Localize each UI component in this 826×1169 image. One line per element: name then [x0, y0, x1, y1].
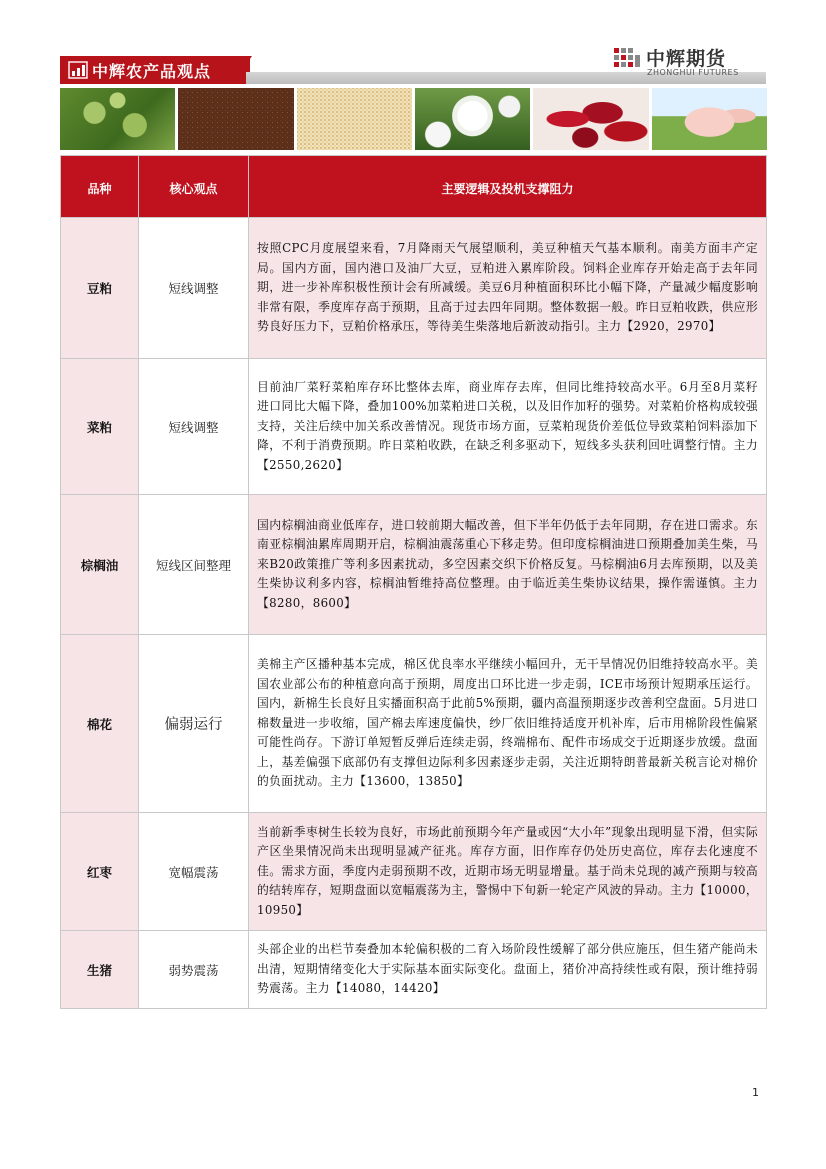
logic-cell: 当前新季枣树生长较为良好，市场此前预期今年产量或因“大小年”现象出现明显下滑，但实际产区坐果情况尚未出现明显减产征兆。库存方面，旧作库存仍处历史高位，库存去化速度不佳。需求方面，季度内走弱预期不改，近期市场无明显增量。基于尚未兑现的减产预期与较高的结转库存，短期盘面以宽幅震荡为主，警惕中下旬新一轮定产风波的异动。主力【10000，10950】	[249, 813, 767, 931]
page-title: 中辉农产品观点	[92, 62, 212, 81]
logo-text-cn: 中辉期货	[646, 48, 727, 70]
view-cell: 偏弱运行	[139, 635, 249, 813]
table-row	[61, 813, 767, 931]
cotton-photo	[415, 88, 530, 150]
table-header-row	[61, 156, 767, 218]
logic-cell: 按照CPC月度展望来看，7月降雨天气展望顺利，美豆种植天气基本顺利。南美方面丰产定局。国内方面，国内港口及油厂大豆，豆粕进入累库阶段。饲料企业库存开始走高于去年同期，进一步补库积极性预计会有所减缓。美豆6月种植面积环比小幅下降，产量减少幅度影响非常有限，季度库存高于预期，且高于过去四年同期。整体数据一般。昨日豆粕收跌，供应形势良好压力下，豆粕价格承压，等待美生柴落地后新波动指引。主力【2920，2970】	[249, 218, 767, 359]
table-row	[61, 359, 767, 495]
company-logo	[614, 44, 764, 80]
view-cell: 短线调整	[139, 218, 249, 359]
view-cell: 宽幅震荡	[139, 813, 249, 931]
view-cell: 弱势震荡	[139, 931, 249, 1009]
variety-cell: 菜粕	[61, 359, 139, 495]
viewpoint-table	[60, 155, 767, 1009]
soybean-photo	[60, 88, 175, 150]
variety-cell: 生猪	[61, 931, 139, 1009]
red-date-photo	[533, 88, 648, 150]
table-row	[61, 495, 767, 635]
bar-chart-icon	[68, 61, 88, 79]
logo-mark-icon	[614, 46, 642, 74]
pig-photo	[652, 88, 767, 150]
page-number: 1	[752, 1086, 759, 1099]
header-variety: 品种	[61, 156, 139, 218]
variety-cell: 豆粕	[61, 218, 139, 359]
logic-cell: 目前油厂菜籽菜粕库存环比整体去库，商业库存去库，但同比维持较高水平。6月至8月菜籽进口同比大幅下降，叠加100%加菜粕进口关税，以及旧作加籽的强势。对菜粕价格构成较强支持，关注后续中加关系改善情况。现货市场方面，豆菜粕现货价差低位导致菜粕饲料添加下降，不利于消费预期。昨日菜粕收跌，在缺乏利多驱动下，短线多头获利回吐调整行情。主力【2550,2620】	[249, 359, 767, 495]
variety-cell: 棉花	[61, 635, 139, 813]
table-row	[61, 218, 767, 359]
table-row	[61, 635, 767, 813]
grain-photo	[297, 88, 412, 150]
header-logic: 主要逻辑及投机支撑阻力	[249, 156, 767, 218]
variety-cell: 棕榈油	[61, 495, 139, 635]
commodity-photo-strip	[60, 88, 767, 150]
logic-cell: 国内棕榈油商业低库存，进口较前期大幅改善，但下半年仍低于去年同期，存在进口需求。东南亚棕榈油累库周期开启，棕榈油震荡重心下移走势。但印度棕榈油进口预期叠加美生柴，马来B20政策推广等利多因素扰动，多空因素交织下价格反复。马棕榈油6月去库预期，以及美生柴协议利多内容，棕榈油暂维持高位整理。由于临近美生柴协议结果，操作需谨慎。主力【8280，8600】	[249, 495, 767, 635]
logic-cell: 美棉主产区播种基本完成，棉区优良率水平继续小幅回升，无干旱情况仍旧维持较高水平。美国农业部公布的种植意向高于预期，周度出口环比进一步走弱，ICE市场预计短期承压运行。国内，新棉生长良好且实播面积高于此前5%预期，疆内高温预期逐步改善利空盘面。5月进口棉数量进一步收缩，国产棉去库速度偏快，纱厂依旧维持适度开机补库，后市用棉阶段性偏紧可能性尚存。下游订单短暂反弹后连续走弱，终端棉布、配件市场成交于近期逐步放缓。盘面上，基差偏强下底部仍有支撑但边际利多因素逐步走弱，关注近期特朗普最新关税言论对棉价的负面扰动。主力【13600，13850】	[249, 635, 767, 813]
rapeseed-photo	[178, 88, 293, 150]
logic-cell: 头部企业的出栏节奏叠加本轮偏积极的二育入场阶段性缓解了部分供应施压，但生猪产能尚未出清，短期情绪变化大于实际基本面实际变化。盘面上，猪价冲高持续性或有限，预计维持弱势震荡。主力【14080，14420】	[249, 931, 767, 1009]
view-cell: 短线区间整理	[139, 495, 249, 635]
view-cell: 短线调整	[139, 359, 249, 495]
logo-text-en: ZHONGHUI FUTURES	[647, 68, 739, 77]
variety-cell: 红枣	[61, 813, 139, 931]
header-core-view: 核心观点	[139, 156, 249, 218]
table-row	[61, 931, 767, 1009]
